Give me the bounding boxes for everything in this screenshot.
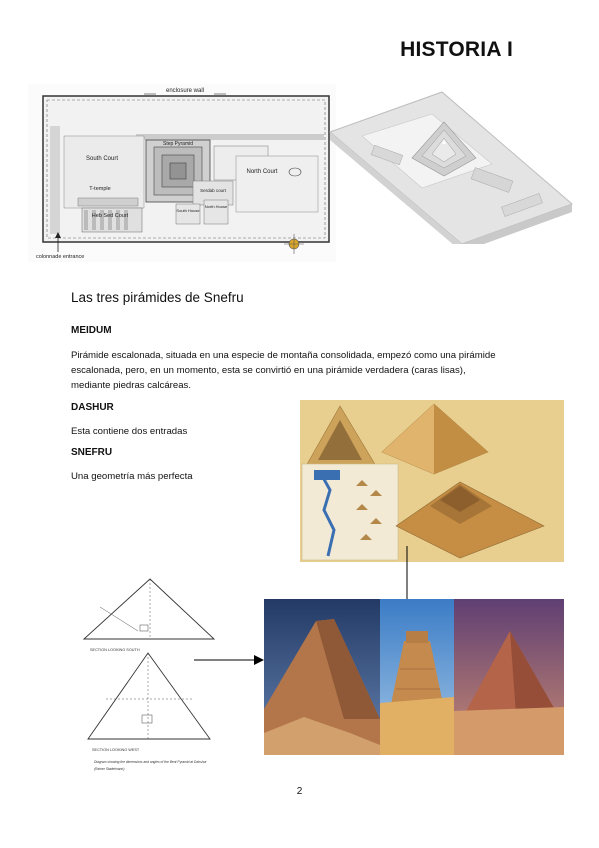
diagram-footnote: Diagram showing the dimensions and angles of the Bent Pyramid at Dahshur: [94, 760, 207, 764]
meidum-line: escalonada, pero, en un momento, esta se convirtió en una pirámide verdadera (caras lisas),: [71, 365, 466, 376]
top-section-caption: SECTION LOOKING SOUTH: [90, 648, 140, 652]
dashur-heading: DASHUR: [71, 402, 114, 413]
page-title: HISTORIA I: [400, 38, 513, 61]
plan-label-enclosure-wall: enclosure wall: [165, 88, 205, 94]
bottom-section-caption: SECTION LOOKING WEST: [92, 748, 140, 752]
dashur-text: Esta contiene dos entradas: [71, 426, 188, 437]
meidum-line: Pirámide escalonada, situada en una especie de montaña consolidada, empezó como una pirámide: [71, 350, 496, 361]
plan-label-north-house: North House: [204, 204, 228, 209]
plan-label-step-pyramid: Step Pyramid: [162, 141, 194, 147]
plan-label-colonnade-entrance: colonnade entrance: [36, 254, 85, 260]
plan-label-south-court: South Court: [85, 156, 119, 162]
meidum-heading: MEIDUM: [71, 325, 112, 336]
diagram-footnote-credit: (Rainer Stadelmann): [94, 767, 125, 771]
page-number: 2: [296, 786, 303, 797]
snefru-heading: SNEFRU: [71, 447, 113, 458]
pyramid-photos-image: [264, 599, 564, 755]
meidum-line: mediante piedras calcáreas.: [71, 380, 191, 391]
plan-label-heb-sed-court: Heb Sed Court: [91, 213, 129, 219]
plan-label-serdab-court: Serdab court: [200, 188, 226, 193]
meidum-paragraph: [71, 348, 541, 393]
section-title: Las tres pirámides de Snefru: [71, 290, 244, 305]
plan-label-north-court: North Court: [246, 169, 278, 175]
plan-label-t-temple: T-temple: [89, 186, 111, 192]
snefru-text: Una geometría más perfecta: [71, 471, 193, 482]
arrow-right-icon: [194, 654, 266, 666]
saqqara-plan-image: [28, 84, 336, 262]
saqqara-3d-render-image: [322, 84, 574, 244]
bent-pyramid-section-diagram: [80, 575, 216, 785]
plan-label-south-house: South House: [176, 208, 200, 213]
pyramid-illustration-image: [300, 400, 564, 562]
